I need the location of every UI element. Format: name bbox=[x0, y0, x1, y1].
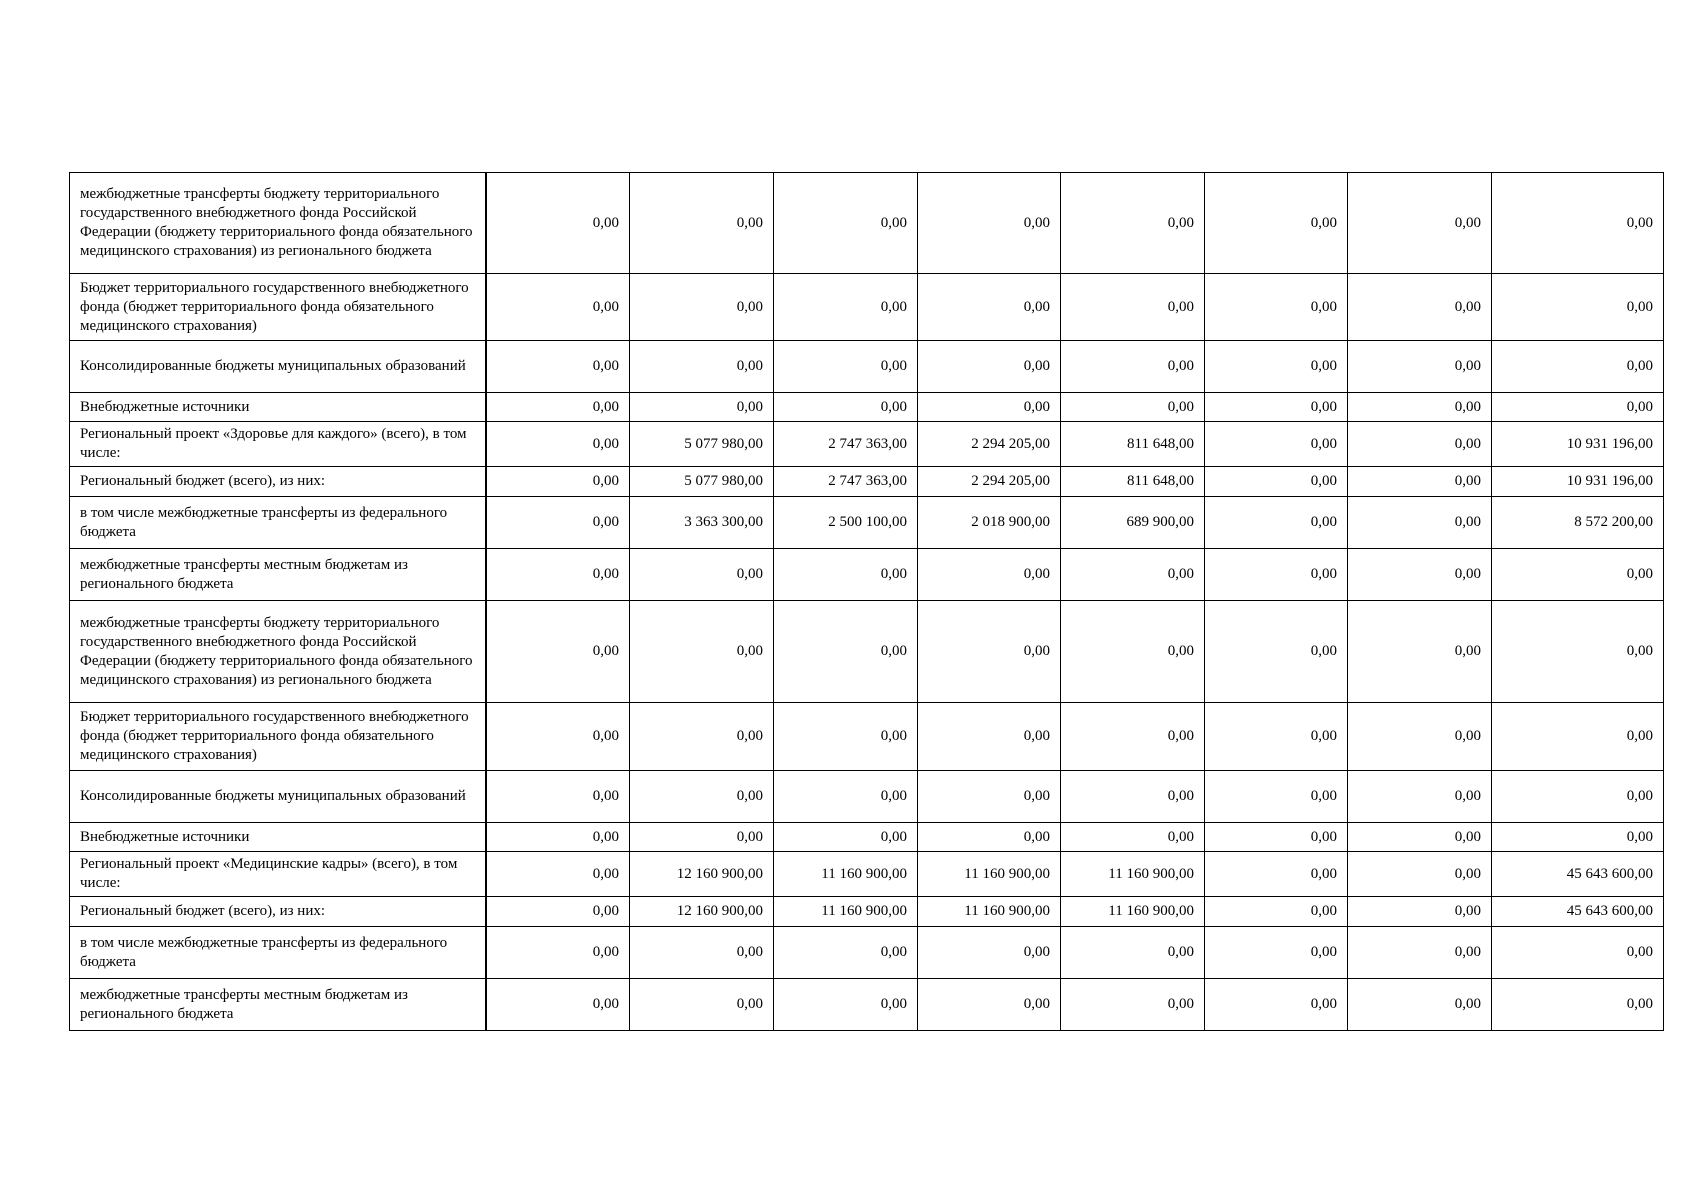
value-cell: 0,00 bbox=[1205, 497, 1348, 549]
value-cell: 0,00 bbox=[1348, 341, 1492, 393]
value-cell: 0,00 bbox=[774, 549, 918, 601]
table-row bbox=[70, 422, 1664, 467]
value-cell: 0,00 bbox=[1348, 467, 1492, 497]
value-cell: 0,00 bbox=[1348, 897, 1492, 927]
value-cell: 0,00 bbox=[774, 979, 918, 1031]
value-cell: 11 160 900,00 bbox=[1061, 852, 1205, 897]
value-cell: 0,00 bbox=[486, 897, 630, 927]
value-cell: 0,00 bbox=[774, 927, 918, 979]
value-cell: 0,00 bbox=[486, 927, 630, 979]
value-cell: 5 077 980,00 bbox=[630, 422, 774, 467]
row-label: Бюджет территориального государственного внебюджетного фонда (бюджет территориального фонда обязательного медицинского страхования) bbox=[70, 703, 486, 771]
value-cell: 0,00 bbox=[1061, 549, 1205, 601]
value-cell: 0,00 bbox=[1205, 274, 1348, 341]
value-cell: 0,00 bbox=[1205, 979, 1348, 1031]
value-cell: 0,00 bbox=[1492, 771, 1664, 823]
table-row bbox=[70, 467, 1664, 497]
value-cell: 0,00 bbox=[630, 927, 774, 979]
row-label: в том числе межбюджетные трансферты из федерального бюджета bbox=[70, 927, 486, 979]
table-row bbox=[70, 771, 1664, 823]
value-cell: 0,00 bbox=[1061, 173, 1205, 274]
value-cell: 0,00 bbox=[1348, 422, 1492, 467]
value-cell: 11 160 900,00 bbox=[918, 897, 1061, 927]
table-row bbox=[70, 823, 1664, 852]
row-label: Консолидированные бюджеты муниципальных образований bbox=[70, 341, 486, 393]
budget-table-body bbox=[70, 173, 1664, 1031]
value-cell: 0,00 bbox=[630, 274, 774, 341]
value-cell: 0,00 bbox=[1205, 823, 1348, 852]
value-cell: 0,00 bbox=[774, 393, 918, 422]
value-cell: 0,00 bbox=[486, 467, 630, 497]
value-cell: 0,00 bbox=[1492, 601, 1664, 703]
value-cell: 0,00 bbox=[1348, 274, 1492, 341]
value-cell: 0,00 bbox=[1492, 979, 1664, 1031]
value-cell: 0,00 bbox=[486, 601, 630, 703]
value-cell: 689 900,00 bbox=[1061, 497, 1205, 549]
value-cell: 0,00 bbox=[918, 703, 1061, 771]
value-cell: 0,00 bbox=[486, 979, 630, 1031]
value-cell: 0,00 bbox=[918, 274, 1061, 341]
value-cell: 0,00 bbox=[486, 823, 630, 852]
value-cell: 0,00 bbox=[1205, 549, 1348, 601]
value-cell: 0,00 bbox=[630, 173, 774, 274]
value-cell: 0,00 bbox=[1348, 823, 1492, 852]
value-cell: 12 160 900,00 bbox=[630, 852, 774, 897]
row-label: Региональный бюджет (всего), из них: bbox=[70, 897, 486, 927]
value-cell: 0,00 bbox=[1205, 173, 1348, 274]
value-cell: 12 160 900,00 bbox=[630, 897, 774, 927]
value-cell: 0,00 bbox=[486, 341, 630, 393]
value-cell: 0,00 bbox=[630, 393, 774, 422]
value-cell: 0,00 bbox=[774, 173, 918, 274]
value-cell: 0,00 bbox=[1205, 422, 1348, 467]
table-row bbox=[70, 897, 1664, 927]
value-cell: 0,00 bbox=[1205, 897, 1348, 927]
value-cell: 0,00 bbox=[1061, 979, 1205, 1031]
row-label: межбюджетные трансферты бюджету территориального государственного внебюджетного фонда Российской Федерации (бюджету территориального фонда обязательного медицинского страхования) из регионального бюджета bbox=[70, 173, 486, 274]
row-label: Бюджет территориального государственного внебюджетного фонда (бюджет территориального фонда обязательного медицинского страхования) bbox=[70, 274, 486, 341]
value-cell: 2 747 363,00 bbox=[774, 422, 918, 467]
value-cell: 0,00 bbox=[1348, 771, 1492, 823]
value-cell: 0,00 bbox=[774, 341, 918, 393]
value-cell: 3 363 300,00 bbox=[630, 497, 774, 549]
value-cell: 0,00 bbox=[630, 601, 774, 703]
value-cell: 0,00 bbox=[1348, 173, 1492, 274]
value-cell: 8 572 200,00 bbox=[1492, 497, 1664, 549]
row-label: Региональный проект «Здоровье для каждого» (всего), в том числе: bbox=[70, 422, 486, 467]
table-row bbox=[70, 927, 1664, 979]
value-cell: 0,00 bbox=[774, 601, 918, 703]
value-cell: 0,00 bbox=[918, 771, 1061, 823]
value-cell: 0,00 bbox=[1205, 393, 1348, 422]
value-cell: 0,00 bbox=[1492, 549, 1664, 601]
value-cell: 0,00 bbox=[1492, 393, 1664, 422]
value-cell: 0,00 bbox=[1061, 927, 1205, 979]
table-row bbox=[70, 497, 1664, 549]
table-row bbox=[70, 601, 1664, 703]
value-cell: 0,00 bbox=[1061, 393, 1205, 422]
row-label: Внебюджетные источники bbox=[70, 823, 486, 852]
value-cell: 0,00 bbox=[1061, 274, 1205, 341]
value-cell: 0,00 bbox=[1348, 852, 1492, 897]
row-label: межбюджетные трансферты местным бюджетам из регионального бюджета bbox=[70, 979, 486, 1031]
value-cell: 0,00 bbox=[486, 422, 630, 467]
value-cell: 0,00 bbox=[1348, 927, 1492, 979]
value-cell: 0,00 bbox=[918, 927, 1061, 979]
value-cell: 0,00 bbox=[1205, 852, 1348, 897]
row-label: Региональный проект «Медицинские кадры» (всего), в том числе: bbox=[70, 852, 486, 897]
value-cell: 0,00 bbox=[1061, 601, 1205, 703]
value-cell: 0,00 bbox=[1205, 601, 1348, 703]
value-cell: 0,00 bbox=[774, 823, 918, 852]
table-row bbox=[70, 393, 1664, 422]
value-cell: 0,00 bbox=[918, 549, 1061, 601]
row-label: межбюджетные трансферты бюджету территориального государственного внебюджетного фонда Российской Федерации (бюджету территориального фонда обязательного медицинского страхования) из регионального бюджета bbox=[70, 601, 486, 703]
value-cell: 0,00 bbox=[1348, 549, 1492, 601]
value-cell: 0,00 bbox=[918, 601, 1061, 703]
value-cell: 0,00 bbox=[486, 173, 630, 274]
value-cell: 0,00 bbox=[1205, 467, 1348, 497]
value-cell: 0,00 bbox=[1348, 497, 1492, 549]
table-row bbox=[70, 549, 1664, 601]
value-cell: 0,00 bbox=[630, 341, 774, 393]
table-row bbox=[70, 852, 1664, 897]
value-cell: 10 931 196,00 bbox=[1492, 467, 1664, 497]
value-cell: 0,00 bbox=[1492, 927, 1664, 979]
value-cell: 0,00 bbox=[1061, 823, 1205, 852]
value-cell: 11 160 900,00 bbox=[774, 897, 918, 927]
value-cell: 0,00 bbox=[630, 549, 774, 601]
value-cell: 0,00 bbox=[1205, 927, 1348, 979]
value-cell: 0,00 bbox=[630, 771, 774, 823]
value-cell: 0,00 bbox=[1492, 703, 1664, 771]
value-cell: 0,00 bbox=[1061, 703, 1205, 771]
value-cell: 11 160 900,00 bbox=[774, 852, 918, 897]
value-cell: 11 160 900,00 bbox=[1061, 897, 1205, 927]
value-cell: 0,00 bbox=[774, 274, 918, 341]
row-label: Консолидированные бюджеты муниципальных образований bbox=[70, 771, 486, 823]
value-cell: 0,00 bbox=[486, 497, 630, 549]
value-cell: 2 500 100,00 bbox=[774, 497, 918, 549]
table-row bbox=[70, 979, 1664, 1031]
value-cell: 0,00 bbox=[1061, 341, 1205, 393]
value-cell: 45 643 600,00 bbox=[1492, 852, 1664, 897]
value-cell: 0,00 bbox=[918, 979, 1061, 1031]
row-label: в том числе межбюджетные трансферты из федерального бюджета bbox=[70, 497, 486, 549]
value-cell: 0,00 bbox=[630, 703, 774, 771]
value-cell: 2 294 205,00 bbox=[918, 422, 1061, 467]
row-label: межбюджетные трансферты местным бюджетам из регионального бюджета bbox=[70, 549, 486, 601]
value-cell: 0,00 bbox=[1348, 703, 1492, 771]
value-cell: 0,00 bbox=[630, 823, 774, 852]
value-cell: 0,00 bbox=[1205, 771, 1348, 823]
value-cell: 0,00 bbox=[630, 979, 774, 1031]
value-cell: 0,00 bbox=[918, 393, 1061, 422]
value-cell: 0,00 bbox=[918, 823, 1061, 852]
value-cell: 2 294 205,00 bbox=[918, 467, 1061, 497]
value-cell: 0,00 bbox=[1348, 601, 1492, 703]
value-cell: 0,00 bbox=[1205, 703, 1348, 771]
table-row bbox=[70, 703, 1664, 771]
value-cell: 11 160 900,00 bbox=[918, 852, 1061, 897]
value-cell: 0,00 bbox=[918, 173, 1061, 274]
table-row bbox=[70, 173, 1664, 274]
value-cell: 0,00 bbox=[1348, 393, 1492, 422]
value-cell: 0,00 bbox=[1492, 823, 1664, 852]
value-cell: 0,00 bbox=[1492, 173, 1664, 274]
value-cell: 0,00 bbox=[918, 341, 1061, 393]
row-label: Внебюджетные источники bbox=[70, 393, 486, 422]
value-cell: 0,00 bbox=[486, 549, 630, 601]
value-cell: 5 077 980,00 bbox=[630, 467, 774, 497]
value-cell: 0,00 bbox=[1492, 341, 1664, 393]
table-row bbox=[70, 274, 1664, 341]
value-cell: 0,00 bbox=[1061, 771, 1205, 823]
value-cell: 0,00 bbox=[774, 703, 918, 771]
value-cell: 0,00 bbox=[486, 852, 630, 897]
value-cell: 45 643 600,00 bbox=[1492, 897, 1664, 927]
value-cell: 0,00 bbox=[486, 703, 630, 771]
value-cell: 0,00 bbox=[486, 393, 630, 422]
value-cell: 811 648,00 bbox=[1061, 467, 1205, 497]
value-cell: 0,00 bbox=[486, 771, 630, 823]
table-row bbox=[70, 341, 1664, 393]
budget-table bbox=[69, 172, 1664, 1031]
row-label: Региональный бюджет (всего), из них: bbox=[70, 467, 486, 497]
value-cell: 0,00 bbox=[1492, 274, 1664, 341]
value-cell: 0,00 bbox=[486, 274, 630, 341]
value-cell: 0,00 bbox=[1348, 979, 1492, 1031]
value-cell: 811 648,00 bbox=[1061, 422, 1205, 467]
value-cell: 0,00 bbox=[1205, 341, 1348, 393]
value-cell: 10 931 196,00 bbox=[1492, 422, 1664, 467]
value-cell: 2 747 363,00 bbox=[774, 467, 918, 497]
value-cell: 0,00 bbox=[774, 771, 918, 823]
value-cell: 2 018 900,00 bbox=[918, 497, 1061, 549]
